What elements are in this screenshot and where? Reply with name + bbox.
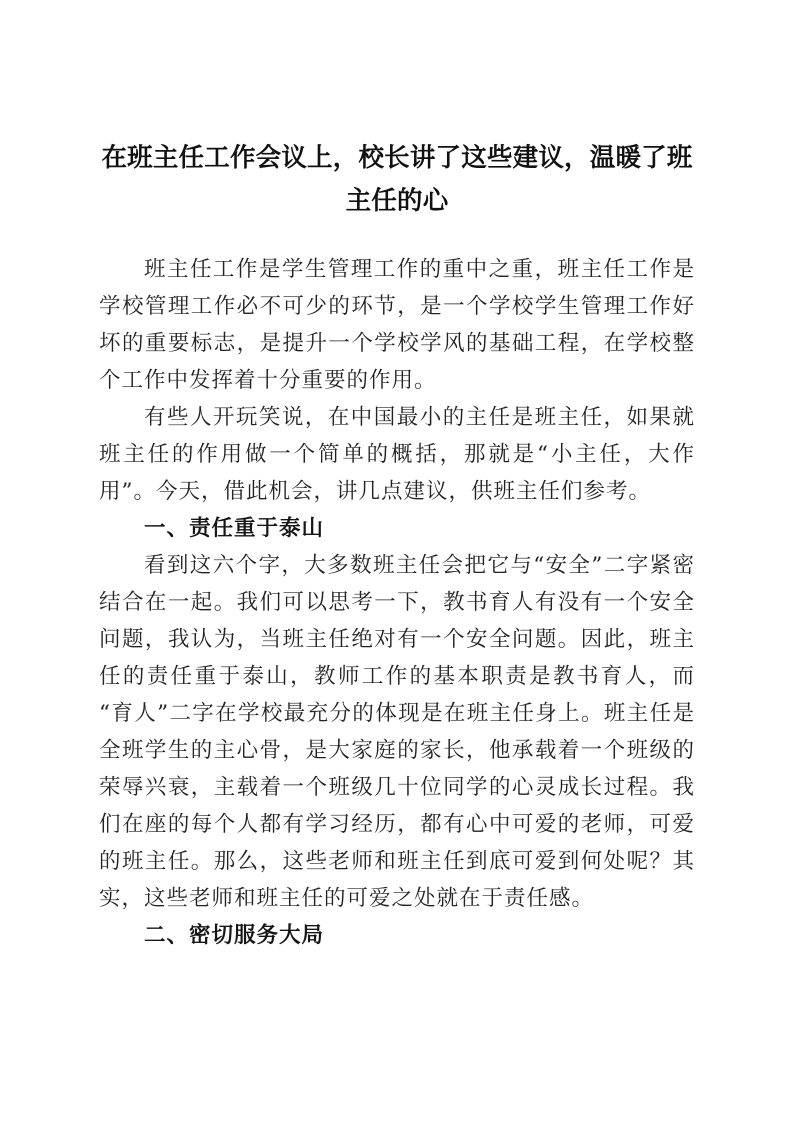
section-heading-1: 一、责任重于泰山 [144, 516, 325, 541]
paragraph-3: 看到这六个字，大多数班主任会把它与“安全”二字紧密结合在一起。我们可以思考一下，教书育人有没有一个安全问题，我认为，当班主任绝对有一个安全问题。因此，班主任的责任重于泰山，教师工作的基本职责是教书育人，而“育人”二字在学校最充分的体现是在班主任身上。班主任是全班学生的主心骨，是大家庭的家长，他承载着一个班级的荣辱兴衰，主载着一个班级几十位同学的心灵成长过程。我们在座的每个人都有学习经历，都有心中可爱的老师，可爱的班主任。那么，这些老师和班主任到底可爱到何处呢？其实，这些老师和班主任的可爱之处就在于责任感。 [99, 553, 695, 911]
section-heading-2: 二、密切服务大局 [144, 923, 325, 948]
paragraph-1: 班主任工作是学生管理工作的重中之重，班主任工作是学校管理工作必不可少的环节，是一个学校学生管理工作好坏的重要标志，是提升一个学校学风的基础工程，在学校整个工作中发挥着十分重要的作用。 [99, 257, 695, 393]
document-body [99, 251, 695, 954]
page-bottom-whitespace [99, 954, 695, 1094]
page-title: 在班主任工作会议上，校长讲了这些建议，温暖了班主任的心 [101, 143, 693, 216]
document-content-column [99, 0, 695, 1094]
paragraph-2: 有些人开玩笑说，在中国最小的主任是班主任，如果就班主任的作用做一个简单的概括，那就是“小主任，大作用”。今天，借此机会，讲几点建议，供班主任们参考。 [99, 405, 695, 504]
